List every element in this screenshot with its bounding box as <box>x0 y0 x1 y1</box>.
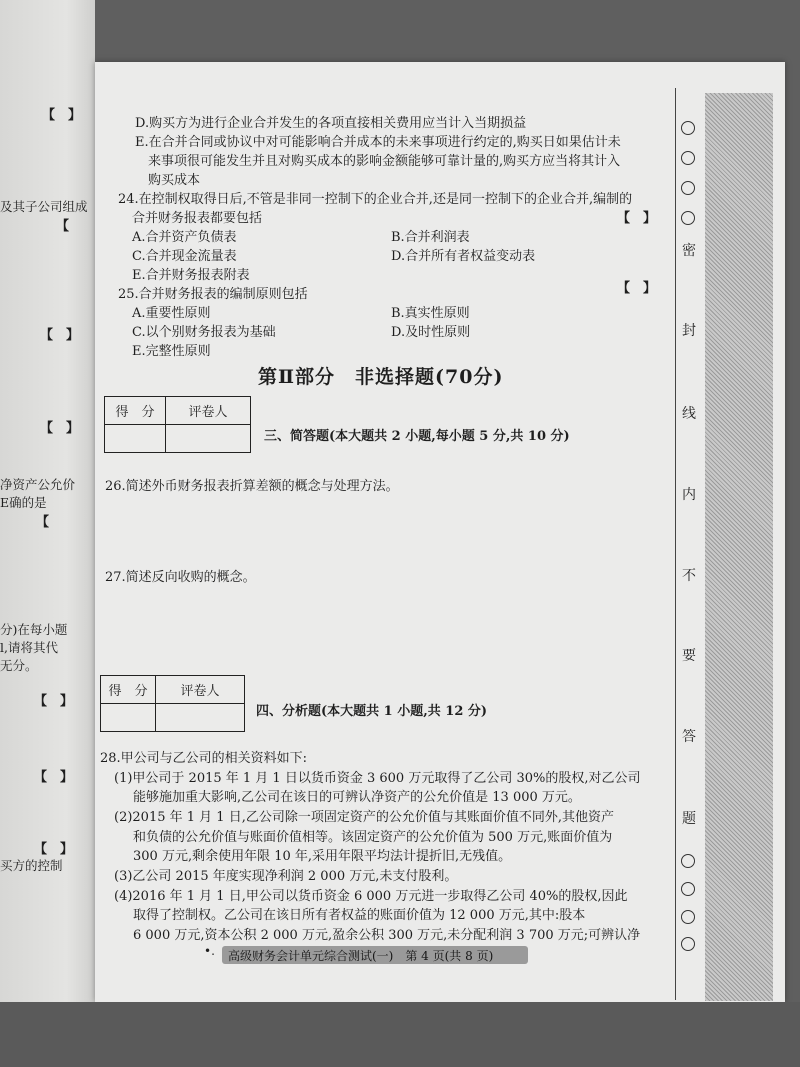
answer-bracket: 【 】 <box>34 770 74 785</box>
score-label: 得 分 <box>101 676 156 704</box>
option-e-cont: 购买成本 <box>148 173 201 188</box>
option-c: C.以个别财务报表为基础 <box>132 325 276 340</box>
answer-bracket-25: 【 】 <box>617 281 657 296</box>
question-24: 24.在控制权取得日后,不管是非同一控制下的企业合并,还是同一控制下的企业合并,编制的 <box>118 192 633 207</box>
score-table <box>104 396 251 453</box>
question-25: 25.合并财务报表的编制原则包括 <box>118 287 308 302</box>
grader-cell[interactable] <box>156 704 245 732</box>
answer-bracket: 【 】 <box>34 694 74 709</box>
question-28-line: 和负债的公允价值与账面价值相等。该固定资产的公允价值为 500 万元,账面价值为 <box>133 830 613 845</box>
score-cell[interactable] <box>105 425 166 453</box>
section-3-heading: 三、简答题(本大题共 2 小题,每小题 5 分,共 10 分) <box>264 429 570 444</box>
partial-text: 买方的控制 <box>0 858 63 873</box>
seal-circle-icon <box>681 121 695 135</box>
footer-dots: •. <box>204 944 215 958</box>
seal-circle-icon <box>681 151 695 165</box>
question-28-line: (2)2015 年 1 月 1 日,乙公司除一项固定资产的公允价值与其账面价值不同外,其他资产 <box>114 810 614 825</box>
answer-bracket: 【 】 <box>34 842 74 857</box>
seal-char: 不 <box>682 568 696 584</box>
question-28-line: 能够施加重大影响,乙公司在该日的可辨认净资产的公允价值是 13 000 万元。 <box>133 790 581 805</box>
seal-circle-icon <box>681 910 695 924</box>
question-28-line: (4)2016 年 1 月 1 日,甲公司以货币资金 6 000 万元进一步取得乙公司 40%的股权,因此 <box>114 889 628 904</box>
seal-char: 封 <box>682 323 696 339</box>
answer-bracket: 【 】 <box>42 108 82 123</box>
table-surface <box>0 1002 800 1067</box>
partial-text: 净资产公允价 <box>0 477 76 492</box>
seal-char: 题 <box>682 811 696 827</box>
option-e: E.合并财务报表附表 <box>132 268 250 283</box>
seal-circle-icon <box>681 181 695 195</box>
question-28-line: 6 000 万元,资本公积 2 000 万元,盈余公积 300 万元,未分配利润 3 700 万元;可辨认净 <box>133 928 641 943</box>
partial-text: E确的是 <box>0 495 47 510</box>
option-a: A.重要性原则 <box>132 306 211 321</box>
page-footer: 高级财务会计单元综合测试(一) 第 4 页(共 8 页) <box>228 949 494 963</box>
score-cell[interactable] <box>101 704 156 732</box>
answer-bracket: 【 <box>56 219 70 234</box>
seal-circle-icon <box>681 937 695 951</box>
option-e-cont: 来事项很可能发生并且对购买成本的影响金额能够可靠计量的,购买方应当将其计入 <box>148 154 621 169</box>
seal-char: 要 <box>682 648 696 664</box>
question-28-line: (1)甲公司于 2015 年 1 月 1 日以货币资金 3 600 万元取得了乙公司 30%的股权,对乙公司 <box>114 771 641 786</box>
question-28-line: 300 万元,剩余使用年限 10 年,采用年限平均法计提折旧,无残值。 <box>133 849 512 864</box>
seal-circle-icon <box>681 211 695 225</box>
option-d: D.及时性原则 <box>391 325 471 340</box>
grader-label: 评卷人 <box>156 676 245 704</box>
option-d: D.合并所有者权益变动表 <box>391 249 536 264</box>
question-28-line: (3)乙公司 2015 年度实现净利润 2 000 万元,未支付股利。 <box>114 869 458 884</box>
seal-circle-icon <box>681 882 695 896</box>
answer-bracket-24: 【 】 <box>617 211 657 226</box>
question-28-line: 取得了控制权。乙公司在该日所有者权益的账面价值为 12 000 万元,其中:股本 <box>133 908 586 923</box>
seal-char: 答 <box>682 729 696 745</box>
seal-char: 内 <box>682 487 696 503</box>
answer-bracket: 【 <box>36 515 50 530</box>
partial-text: 无分。 <box>0 658 38 673</box>
option-c: C.合并现金流量表 <box>132 249 237 264</box>
question-28: 28.甲公司与乙公司的相关资料如下: <box>100 751 308 766</box>
option-d: D.购买方为进行企业合并发生的各项直接相关费用应当计入当期损益 <box>135 116 527 131</box>
partial-text: 分)在每小题 <box>0 622 68 637</box>
grader-label: 评卷人 <box>166 397 251 425</box>
option-b: B.合并利润表 <box>391 230 470 245</box>
question-26: 26.简述外币财务报表折算差额的概念与处理方法。 <box>105 479 399 494</box>
question-27: 27.简述反向收购的概念。 <box>105 570 256 585</box>
partial-text: l,请将其代 <box>0 640 58 655</box>
seal-char: 密 <box>682 243 696 259</box>
option-e: E.在合并合同或协议中对可能影响合并成本的未来事项进行约定的,购买日如果估计未 <box>135 135 621 150</box>
answer-bracket: 【 】 <box>40 328 80 343</box>
grader-cell[interactable] <box>166 425 251 453</box>
option-a: A.合并资产负债表 <box>132 230 237 245</box>
option-e: E.完整性原则 <box>132 344 211 359</box>
section-4-heading: 四、分析题(本大题共 1 小题,共 12 分) <box>256 704 488 719</box>
option-b: B.真实性原则 <box>391 306 470 321</box>
question-24-cont: 合并财务报表都要包括 <box>132 211 263 226</box>
partial-text: 及其子公司组成 <box>0 199 88 214</box>
score-table <box>100 675 245 732</box>
answer-bracket: 【 】 <box>40 421 80 436</box>
hatched-margin <box>705 93 773 1001</box>
seal-char: 线 <box>682 406 696 422</box>
previous-page-edge <box>0 0 95 1067</box>
part-title: 第Ⅱ部分 非选择题(70分) <box>258 366 504 388</box>
seal-circle-icon <box>681 854 695 868</box>
score-label: 得 分 <box>105 397 166 425</box>
